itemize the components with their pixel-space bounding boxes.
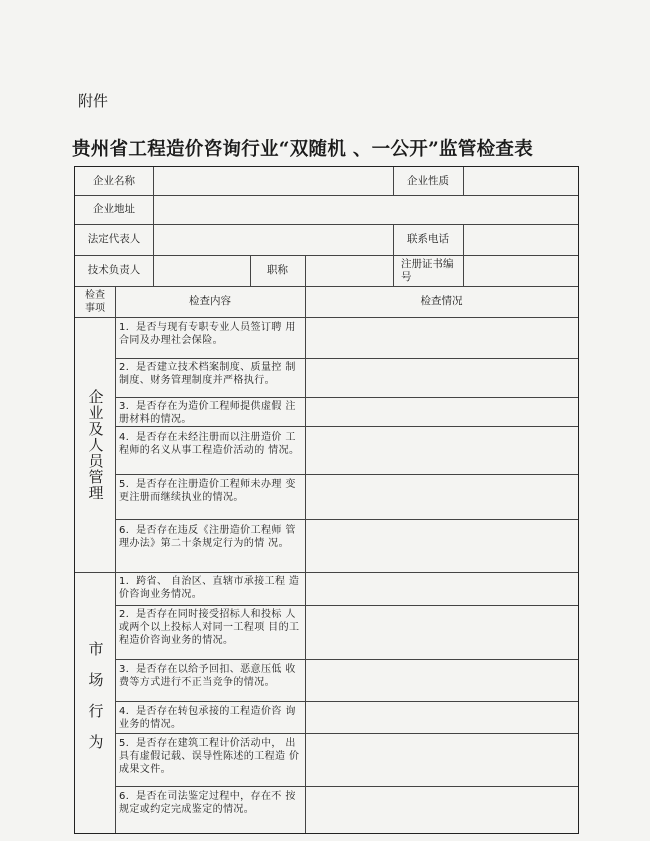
result-cell[interactable] <box>305 701 578 733</box>
check-item: 1．跨省、 自治区、直辖市承接工程 造价咨询业务情况。 <box>119 576 300 600</box>
tech-lead-label: 技术负责人 <box>87 264 141 276</box>
legal-rep-label: 法定代表人 <box>87 233 141 245</box>
result-cell[interactable] <box>305 397 578 426</box>
column-header-result: 检查情况 <box>420 295 463 307</box>
check-item: 1．是否与现有专职专业人员签订聘 用合同及办理社会保险。 <box>119 322 296 346</box>
result-cell[interactable] <box>305 474 578 519</box>
result-cell[interactable] <box>305 572 578 605</box>
professional-title-value[interactable] <box>305 255 393 286</box>
result-cell[interactable] <box>305 659 578 701</box>
company-address-value[interactable] <box>153 195 578 224</box>
result-cell[interactable] <box>305 358 578 397</box>
company-name-value[interactable] <box>153 167 393 195</box>
result-cell[interactable] <box>305 733 578 786</box>
phone-value[interactable] <box>463 224 578 255</box>
company-address-label: 企业地址 <box>93 203 135 215</box>
check-item: 5．是否存在建筑工程计价活动中， 出 具有虚假记载、误导性陈述的工程造 价成果文件。 <box>119 738 300 775</box>
check-item: 3．是否存在为造价工程师提供虚假 注册材料的情况。 <box>119 401 296 425</box>
cert-no-label: 注册证书编号 <box>401 257 454 283</box>
check-item: 2．是否存在同时接受招标人和投标 人或两个以上投标人对同一工程项 目的工程造价咨询业务的情况。 <box>119 609 300 646</box>
cert-no-value[interactable] <box>463 255 578 286</box>
result-cell[interactable] <box>305 426 578 474</box>
column-header-item: 检查事项 <box>85 289 105 314</box>
attachment-label: 附件 <box>78 92 109 110</box>
check-item: 6．是否在司法鉴定过程中，存在不 按规定或约定完成鉴定的情况。 <box>119 791 296 815</box>
check-item: 4．是否存在转包承接的工程造价咨 询业务的情况。 <box>119 706 296 730</box>
result-cell[interactable] <box>305 519 578 572</box>
check-item: 6．是否存在违反《注册造价工程师 管理办法》第二十条规定行为的情 况。 <box>119 525 296 549</box>
page-title: 贵州省工程造价咨询行业“双随机 、一公开”监管检查表 <box>72 139 534 160</box>
section-label-enterprise-personnel: 企业及人员管理 <box>86 388 105 501</box>
result-cell[interactable] <box>305 317 578 358</box>
check-item: 2．是否建立技术档案制度、质量控 制制度、财务管理制度并严格执行。 <box>119 362 296 386</box>
professional-title-label: 职称 <box>267 264 288 276</box>
company-type-value[interactable] <box>463 167 578 195</box>
company-type-label: 企业性质 <box>407 174 449 187</box>
company-name-label: 企业名称 <box>93 174 135 187</box>
result-cell[interactable] <box>305 605 578 659</box>
phone-label: 联系电话 <box>407 233 449 245</box>
result-cell[interactable] <box>305 786 578 833</box>
check-item: 3．是否存在以给予回扣、恶意压低 收费等方式进行不正当竞争的情况。 <box>119 664 296 688</box>
tech-lead-value[interactable] <box>153 255 250 286</box>
column-header-content: 检查内容 <box>189 295 231 307</box>
section-label-market-behavior: 市场行为 <box>86 640 105 765</box>
legal-rep-value[interactable] <box>153 224 393 255</box>
check-item: 5．是否存在注册造价工程师未办理 变更注册而继续执业的情况。 <box>119 479 296 503</box>
check-item: 4．是否存在未经注册而以注册造价 工程师的名义从事工程造价活动的 情况。 <box>119 432 300 456</box>
inspection-form <box>74 166 579 834</box>
